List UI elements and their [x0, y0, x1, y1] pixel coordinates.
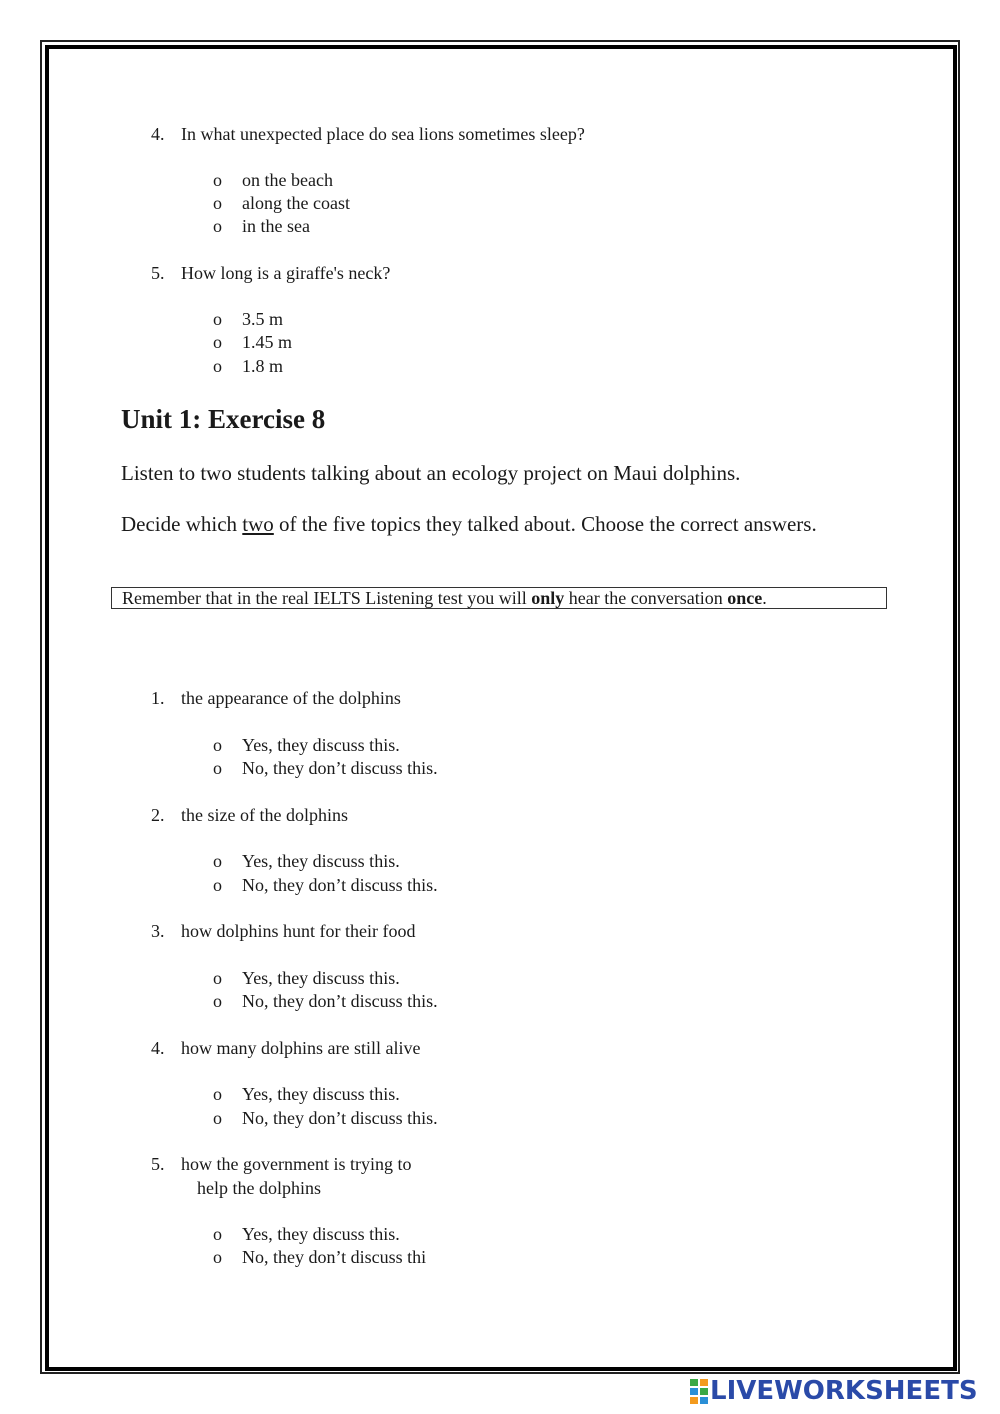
answer-no[interactable]: No, they don’t discuss this. — [242, 991, 438, 1011]
answer-yes[interactable]: Yes, they discuss this. — [242, 1084, 400, 1104]
notice-text: Remember that in the real IELTS Listening test you will — [122, 588, 532, 608]
notice-text: hear the conversation — [564, 588, 728, 608]
item-text: the size of the dolphins — [181, 805, 348, 825]
answer-option[interactable]: 1.8 m — [242, 356, 284, 376]
instruction-underlined: two — [242, 512, 274, 536]
radio-bullet[interactable]: o — [213, 216, 222, 236]
question-text: In what unexpected place do sea lions sometimes sleep? — [181, 124, 585, 144]
item-text: how many dolphins are still alive — [181, 1038, 421, 1058]
answer-no[interactable]: No, they don’t discuss this. — [242, 758, 438, 778]
answer-no[interactable]: No, they don’t discuss thi — [242, 1247, 427, 1267]
exercise-intro: Listen to two students talking about an ecology project on Maui dolphins. — [121, 461, 741, 485]
radio-bullet[interactable]: o — [213, 1247, 222, 1267]
notice-bold: once — [727, 588, 763, 608]
answer-yes[interactable]: Yes, they discuss this. — [242, 851, 400, 871]
listening-notice-box — [111, 587, 887, 609]
radio-bullet[interactable]: o — [213, 1108, 222, 1128]
answer-option[interactable]: 3.5 m — [242, 309, 284, 329]
item-text-continued: help the dolphins — [197, 1178, 321, 1198]
question-text: How long is a giraffe's neck? — [181, 263, 391, 283]
answer-no[interactable]: No, they don’t discuss this. — [242, 875, 438, 895]
item-text: how dolphins hunt for their food — [181, 921, 416, 941]
exercise-title: Unit 1: Exercise 8 — [121, 404, 326, 434]
instruction-text: of the five topics they talked about. Choose the correct answers. — [273, 512, 817, 536]
item-text: how the government is trying to — [181, 1154, 412, 1174]
radio-bullet[interactable]: o — [213, 193, 222, 213]
answer-option[interactable]: in the sea — [242, 216, 310, 236]
item-number: 2. — [151, 805, 165, 825]
item-text: the appearance of the dolphins — [181, 688, 401, 708]
radio-bullet[interactable]: o — [213, 851, 222, 871]
radio-bullet[interactable]: o — [213, 332, 222, 352]
answer-yes[interactable]: Yes, they discuss this. — [242, 968, 400, 988]
item-number: 4. — [151, 1038, 165, 1058]
liveworksheets-logo — [690, 1376, 978, 1406]
item-number: 1. — [151, 688, 165, 708]
answer-option[interactable]: 1.45 m — [242, 332, 293, 352]
answer-option[interactable]: along the coast — [242, 193, 350, 213]
radio-bullet[interactable]: o — [213, 309, 222, 329]
notice-bold: only — [531, 588, 565, 608]
notice-text: . — [762, 588, 767, 608]
radio-bullet[interactable]: o — [213, 1084, 222, 1104]
radio-bullet[interactable]: o — [213, 875, 222, 895]
item-number: 5. — [151, 1154, 165, 1174]
question-number: 5. — [151, 263, 165, 283]
liveworksheets-icon — [690, 1378, 708, 1404]
radio-bullet[interactable]: o — [213, 170, 222, 190]
answer-yes[interactable]: Yes, they discuss this. — [242, 1224, 400, 1244]
radio-bullet[interactable]: o — [213, 991, 222, 1011]
instruction-text: Decide which — [121, 512, 243, 536]
answer-no[interactable]: No, they don’t discuss this. — [242, 1108, 438, 1128]
answer-option[interactable]: on the beach — [242, 170, 333, 190]
radio-bullet[interactable]: o — [213, 968, 222, 988]
radio-bullet[interactable]: o — [213, 735, 222, 755]
brand-name: LIVEWORKSHEETS — [710, 1376, 978, 1406]
item-number: 3. — [151, 921, 165, 941]
exercise-instruction — [121, 511, 861, 538]
answer-yes[interactable]: Yes, they discuss this. — [242, 735, 400, 755]
radio-bullet[interactable]: o — [213, 758, 222, 778]
radio-bullet[interactable]: o — [213, 1224, 222, 1244]
radio-bullet[interactable]: o — [213, 356, 222, 376]
question-number: 4. — [151, 124, 165, 144]
